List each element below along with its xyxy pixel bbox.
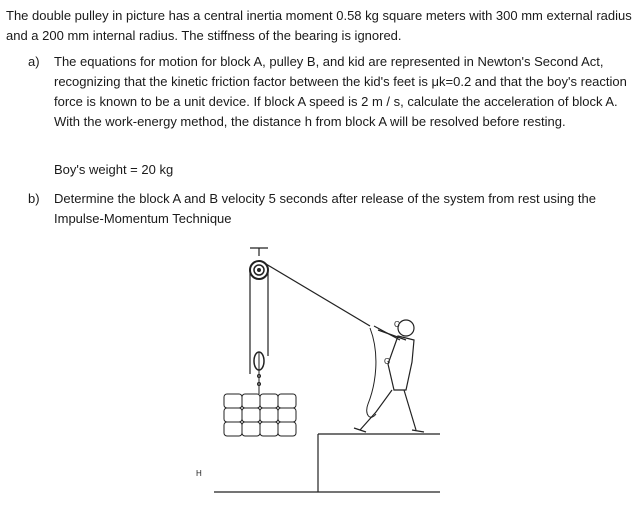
part-a-text: The equations for motion for block A, pulley B, and kid are represented in Newton's Second Act, recognizing that the kinetic friction factor between the kid's feet is μk=0.2 and that the boy's reaction force is known to be a unit device. If block A speed is 2 m / s, calculate the acceleration of block A. With the work-energy method, the distance h from block A will be resolved before resting. bbox=[54, 54, 627, 129]
boy-weight-line: Boy's weight = 20 kg bbox=[54, 162, 174, 177]
part-b-text: Determine the block A and B velocity 5 seconds after release of the system from rest using the Impulse-Momentum Technique bbox=[54, 191, 596, 226]
block-a bbox=[224, 394, 296, 436]
label-g: G bbox=[384, 357, 391, 366]
ceiling-mount bbox=[250, 248, 268, 256]
pulley-b bbox=[250, 261, 268, 279]
label-c: C bbox=[394, 320, 400, 329]
rope-slack bbox=[367, 328, 376, 417]
problem-intro: The double pulley in picture has a central inertia moment 0.58 kg square meters with 300 mm external radius and a 200 mm internal radius. The stiffness of the bearing is ignored. bbox=[6, 8, 632, 43]
boy-figure bbox=[354, 320, 424, 432]
chain bbox=[258, 370, 261, 394]
part-a-marker: a) bbox=[28, 54, 40, 69]
pulley-figure bbox=[180, 244, 440, 500]
label-h: H bbox=[196, 469, 202, 478]
part-b-marker: b) bbox=[28, 191, 40, 206]
platform bbox=[318, 434, 440, 492]
lower-pulley bbox=[254, 352, 264, 370]
rope-to-boy bbox=[266, 264, 370, 326]
